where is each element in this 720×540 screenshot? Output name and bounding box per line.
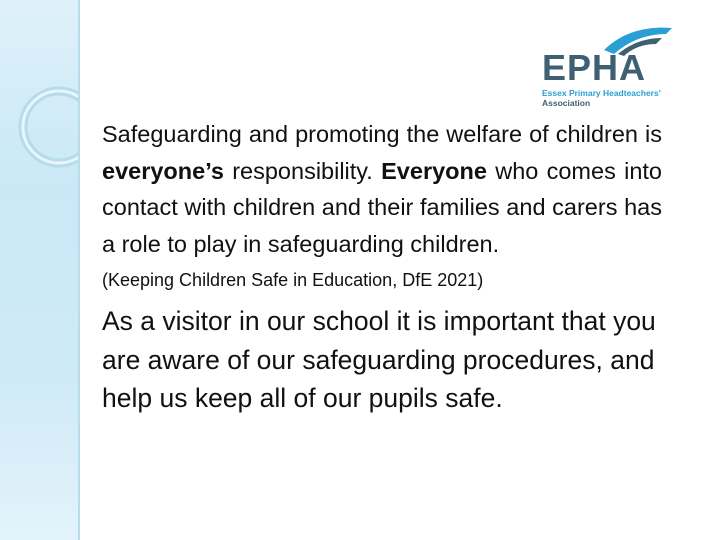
logo-subtitle <box>542 88 678 108</box>
citation: (Keeping Children Safe in Education, DfE 2021) <box>102 270 484 290</box>
statement-bold-1: everyone’s <box>102 157 224 184</box>
epha-logo <box>538 18 678 110</box>
sidebar-divider <box>78 0 80 540</box>
decorative-ring-icon <box>14 82 78 172</box>
statement-text-3: who comes into contact with children and their families and carers has a role to play in safeguarding children. <box>102 157 662 257</box>
decorative-sidebar <box>0 0 78 540</box>
logo-subtitle-line1: Essex Primary Headteachers' <box>542 88 661 98</box>
statement-text-2: responsibility. <box>223 157 382 184</box>
statement-bold-2: Everyone <box>381 157 487 184</box>
slide-content <box>102 116 662 418</box>
safeguarding-statement <box>102 116 662 262</box>
visitor-message: As a visitor in our school it is important that you are aware of our safeguarding procedures, and help us keep all of our pupils safe. <box>102 306 656 413</box>
statement-text-1: Safeguarding and promoting the welfare of children is <box>102 121 662 147</box>
logo-wordmark: EPHA <box>542 47 647 88</box>
logo-subtitle-line2: Association <box>542 98 591 108</box>
